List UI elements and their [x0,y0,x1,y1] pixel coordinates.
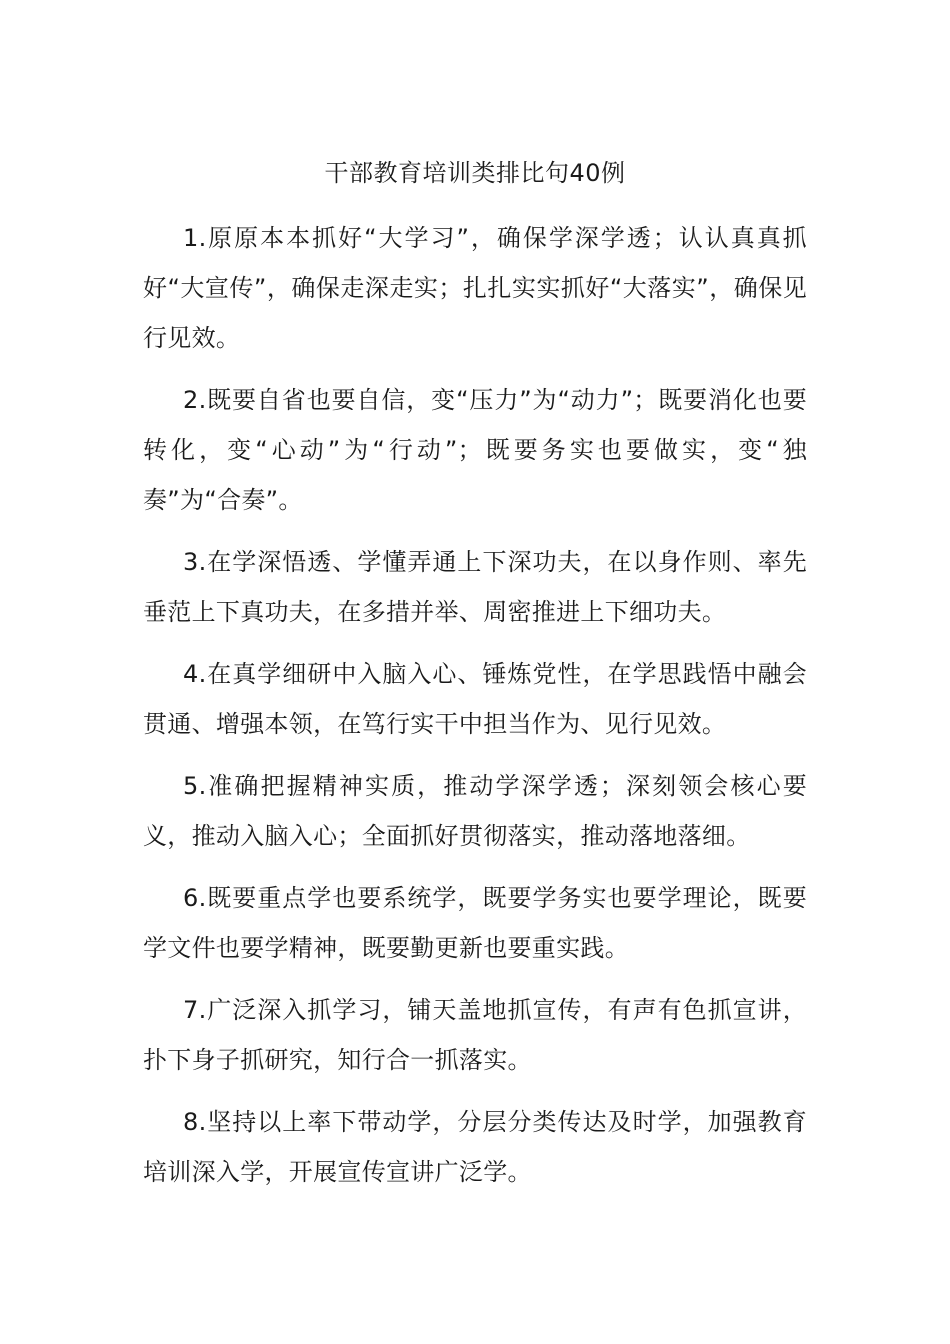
paragraph-1: 1.原原本本抓好“大学习”，确保学深学透；认认真真抓好“大宣传”，确保走深走实；扎扎实实抓好“大落实”，确保见行见效。 [143,224,807,352]
paragraph-7: 7.广泛深入抓学习，铺天盖地抓宣传，有声有色抓宣讲，扑下身子抓研究，知行合一抓落实。 [143,996,807,1074]
document-title: 干部教育培训类排比句40例 [324,159,626,187]
paragraph-6: 6.既要重点学也要系统学，既要学务实也要学理论，既要学文件也要学精神，既要勤更新也要重实践。 [143,884,807,962]
paragraph-3: 3.在学深悟透、学懂弄通上下深功夫，在以身作则、率先垂范上下真功夫，在多措并举、周密推进上下细功夫。 [143,548,807,626]
paragraph-2: 2.既要自省也要自信，变“压力”为“动力”；既要消化也要转化，变“心动”为“行动”；既要务实也要做实，变“独奏”为“合奏”。 [143,386,807,514]
document-body [143,213,807,1209]
paragraph-5: 5.准确把握精神实质，推动学深学透；深刻领会核心要义，推动入脑入心；全面抓好贯彻落实，推动落地落细。 [143,772,807,850]
paragraph-4: 4.在真学细研中入脑入心、锤炼党性，在学思践悟中融会贯通、增强本领，在笃行实干中担当作为、见行见效。 [143,660,807,738]
paragraph-8: 8.坚持以上率下带动学，分层分类传达及时学，加强教育培训深入学，开展宣传宣讲广泛学。 [143,1108,807,1186]
